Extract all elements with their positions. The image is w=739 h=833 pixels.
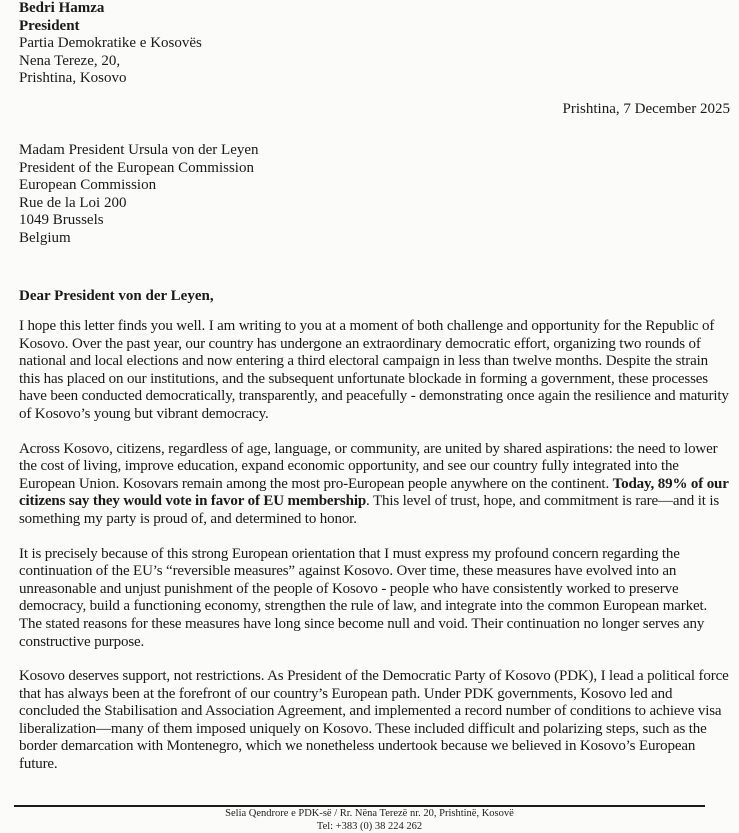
paragraph-2-highlight: Today, 89% of our citizens say they would vote in favor of EU membership (19, 475, 729, 510)
recipient-block (19, 142, 419, 248)
recipient-organization: European Commission (19, 177, 157, 194)
letter-body (19, 318, 729, 791)
paragraph-1: I hope this letter finds you well. I am writing to you at a moment of both challenge and opportunity for the Republic of Kosovo. Over the past year, our country has undergone an extraordinary democratic effort, organizing two rounds of national and local elections and now entering a third electoral campaign in less than twelve months. Despite the strain this has placed on our institutions, and the subsequent unfortunate blockade in forming a government, these processes have been conducted democratically, transparently, and peacefully - demonstrating once again the resilience and maturity of Kosovo’s young but vibrant democracy. (19, 318, 729, 422)
sender-block (19, 0, 419, 88)
paragraph-4: Kosovo deserves support, not restrictions. As President of the Democratic Party of Kosovo (PDK), I lead a political force that has always been at the forefront of our country’s European path. Under PDK governments, Kosovo led and concluded the Stabilisation and Association Agreement, and implemented a record number of conditions to achieve visa liberalization—many of them imposed uniquely on Kosovo. These included difficult and polarizing steps, such as the border demarcation with Montenegro, which we nonetheless undertook because we believed in Kosovo’s European future. (19, 668, 729, 773)
letterhead-footer (0, 808, 739, 833)
sender-street: Nena Tereze, 20, (19, 52, 121, 69)
letter-date: Prishtina, 7 December 2025 (562, 101, 730, 117)
footer-address: Selia Qendrore e PDK-së / Rr. Nëna Terezë nr. 20, Prishtinë, Kosovë (225, 808, 514, 819)
paragraph-2-outro: . This level of trust, hope, and commitment is rare—and it is something my party is proud of, and determined to honor. (19, 493, 720, 527)
recipient-name: Madam President Ursula von der Leyen (19, 142, 259, 158)
salutation: Dear President von der Leyen, (19, 288, 214, 304)
footer-phone: Tel: +383 (0) 38 224 262 (316, 820, 423, 832)
recipient-title: President of the European Commission (19, 159, 254, 176)
paragraph-2-intro: Across Kosovo, citizens, regardless of age, language, or community, are united by shared aspirations: the need to lower the cost of living, improve education, expand economic opportunity, and see our country fully integrated into the European Union. Kosovars remain among the most pro-European people anywhere on the continent. (19, 440, 718, 492)
recipient-street: Rue de la Loi 200 (19, 194, 127, 211)
sender-name: Bedri Hamza (19, 0, 105, 16)
recipient-country: Belgium (19, 229, 71, 246)
paragraph-2 (19, 441, 729, 529)
sender-city: Prishtina, Kosovo (19, 70, 127, 87)
recipient-city: 1049 Brussels (19, 212, 104, 229)
sender-title: President (19, 17, 80, 34)
footer-divider (14, 805, 705, 807)
paragraph-3: It is precisely because of this strong European orientation that I must express my profound concern regarding the continuation of the EU’s “reversible measures” against Kosovo. Over time, these measures have evolved into an unreasonable and unjust punishment of the people of Kosovo - people who have consistently worked to preserve democracy, build a functioning economy, strengthen the rule of law, and integrate into the common European market. The stated reasons for these measures have long since become null and void. Their continuation no longer serves any constructive purpose. (19, 545, 708, 650)
sender-party: Partia Demokratike e Kosovës (19, 35, 202, 52)
